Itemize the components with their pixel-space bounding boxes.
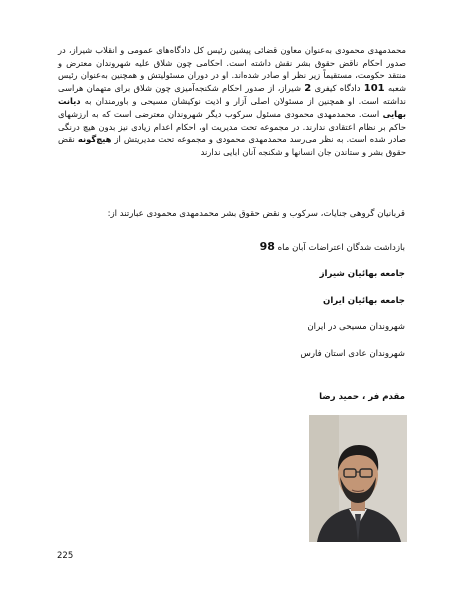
portrait-photo xyxy=(309,415,407,542)
paragraph-text-1: محمدمهدی محمودی به‌عنوان معاون قضائی پیشین رئیس کل دادگاه‌های عمومی و انقلاب شیراز، در صدور احکام ناقض حقوق بشر نقش داشته است. احکامی چون شلاق علیه شهروندان معترض و منتقد حکومت، مستقیماً زیر نظر او صادر شده‌اند. او در دوران مسئولیتش و همچنین به‌عنوان رئیس شعبه xyxy=(58,45,407,93)
victim-item-1-text: بازداشت شدگان اعتراضات آبان ماه xyxy=(277,243,405,253)
victim-item-1-number: 98 xyxy=(259,240,275,253)
victim-item-3: جامعه بهائیان ایران xyxy=(322,296,405,306)
page-number: 225 xyxy=(57,551,74,561)
paragraph-text-4: است. محمدمهدی محمودی مسئول سرکوب دیگر شهروندان معترضی است که به ارزشهای حاکم بر نظام اعتقادی ندارند. در مجموعه تحت مدیریت او، احکام اعدام زیادی نیز بدون هیچ درنگی صادر شده است. به نظر می‌رسد محمدمهدی محمودی و مجموعه تحت مدیریتش از xyxy=(58,108,406,145)
paragraph-emphasis: دیانت بهایی xyxy=(58,96,406,119)
victim-item-5: شهروندان عادی استان فارس xyxy=(300,349,405,359)
paragraph-text-2: دادگاه کیفری xyxy=(314,82,361,93)
court-number: 2 xyxy=(304,82,312,94)
paragraph-text-5: نقض حقوق بشر و ستاندن جان انسانها و شکنجه آنان ابایی ندارند xyxy=(58,134,406,157)
biography-paragraph xyxy=(58,44,406,158)
victim-item-1 xyxy=(260,240,405,253)
court-branch-number: 101 xyxy=(363,82,385,94)
paragraph-text-3: شیراز، از صدور احکام شکنجه‌آمیزی چون شلاق برای متهمان هراسی نداشته است. او همچنین از مسئولان اصلی آزار و اذیت نوکیشان مسیحی و باورمندان به xyxy=(58,82,406,107)
author-name: مقدم فر ، حمید رضا xyxy=(319,392,405,402)
victim-item-4: شهروندان مسیحی در ایران xyxy=(307,322,405,332)
victims-intro: قربانیان گروهی جنایات، سرکوب و نقض حقوق بشر محمدمهدی محمودی عبارتند از: xyxy=(107,209,405,219)
portrait-image xyxy=(309,415,407,542)
victim-item-2: جامعه بهائیان شیراز xyxy=(319,269,405,279)
paragraph-emphasis-2: هیچ‌گونه xyxy=(77,134,112,145)
